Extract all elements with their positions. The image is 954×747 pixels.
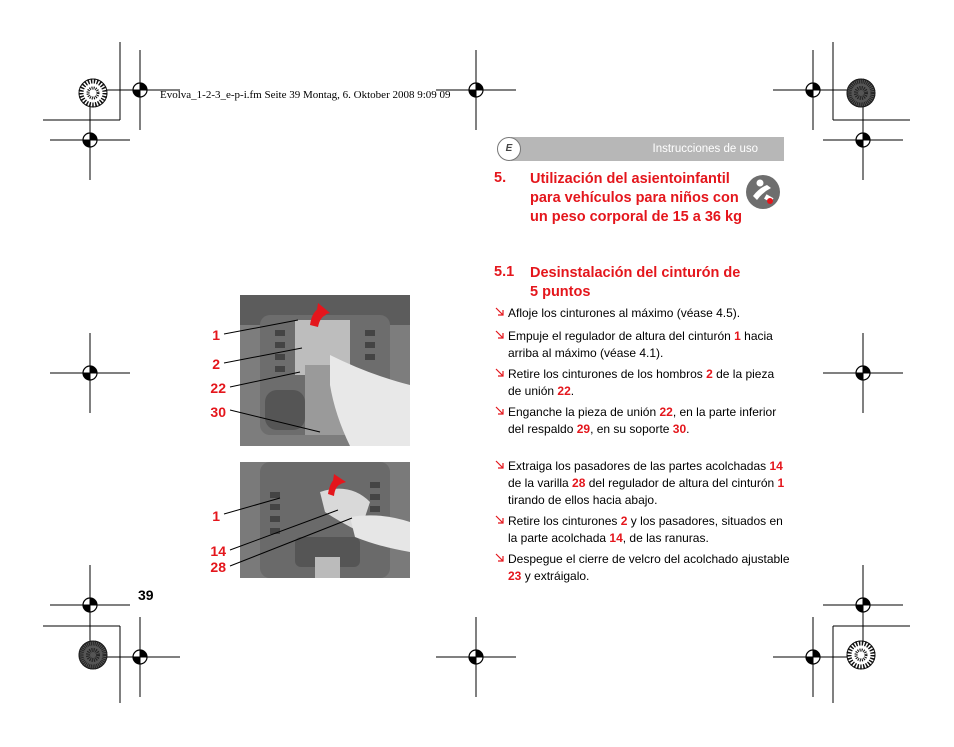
callout-label: 14 xyxy=(210,543,226,559)
callout-label: 1 xyxy=(212,508,220,524)
step-arrow-icon xyxy=(494,458,508,472)
list-item: Retire los cinturones 2 y los pasadores, situados en la parte acolchada 14, de las ranuras. xyxy=(494,513,790,547)
step-arrow-icon xyxy=(494,305,508,319)
file-meta-line: Evolva_1-2-3_e-p-i.fm Seite 39 Montag, 6. Oktober 2008 9:09 09 xyxy=(160,89,451,101)
seatbelt-pictogram-icon xyxy=(745,174,781,210)
list-item: Extraiga los pasadores de las partes acolchadas 14 de la varilla 28 del regulador de altura del cinturón 1 tirando de ellos hacia abajo. xyxy=(494,458,790,509)
list-item: Empuje el regulador de altura del cinturón 1 hacia arriba al máximo (véase 4.1). xyxy=(494,328,790,362)
header-title: Instrucciones de uso xyxy=(652,143,758,155)
step-arrow-icon xyxy=(494,513,508,527)
list-item: Despegue el cierre de velcro del acolchado ajustable 23 y extráigalo. xyxy=(494,551,790,585)
step-arrow-icon xyxy=(494,328,508,342)
step-arrow-icon xyxy=(494,404,508,418)
figure-1-leader-lines xyxy=(220,310,330,440)
list-item: Enganche la pieza de unión 22, en la parte inferior del respaldo 29, en su soporte 30. xyxy=(494,404,790,438)
section-5-title: Utilización del asientoinfantil para vehículos para niños con un peso corporal de 15 a 36 kg xyxy=(530,171,742,225)
step-arrow-icon xyxy=(494,551,508,565)
callout-label: 30 xyxy=(210,404,226,420)
figure-2-leader-lines xyxy=(220,490,360,580)
step-arrow-icon xyxy=(494,366,508,380)
callout-label: 2 xyxy=(212,356,220,372)
language-badge: E xyxy=(497,137,521,161)
section-5-number: 5. xyxy=(494,170,507,186)
callout-label: 1 xyxy=(212,327,220,343)
list-item: Afloje los cinturones al máximo (véase 4.5). xyxy=(494,305,790,322)
page-number: 39 xyxy=(138,587,154,603)
section-5-1-number: 5.1 xyxy=(494,264,515,280)
section-5-1-title: Desinstalación del cinturón de 5 puntos xyxy=(530,265,741,300)
callout-label: 28 xyxy=(210,559,226,575)
list-item: Retire los cinturones de los hombros 2 de la pieza de unión 22. xyxy=(494,366,790,400)
header-grey-band xyxy=(511,137,784,161)
callout-label: 22 xyxy=(210,380,226,396)
section-header-bar xyxy=(497,137,784,161)
